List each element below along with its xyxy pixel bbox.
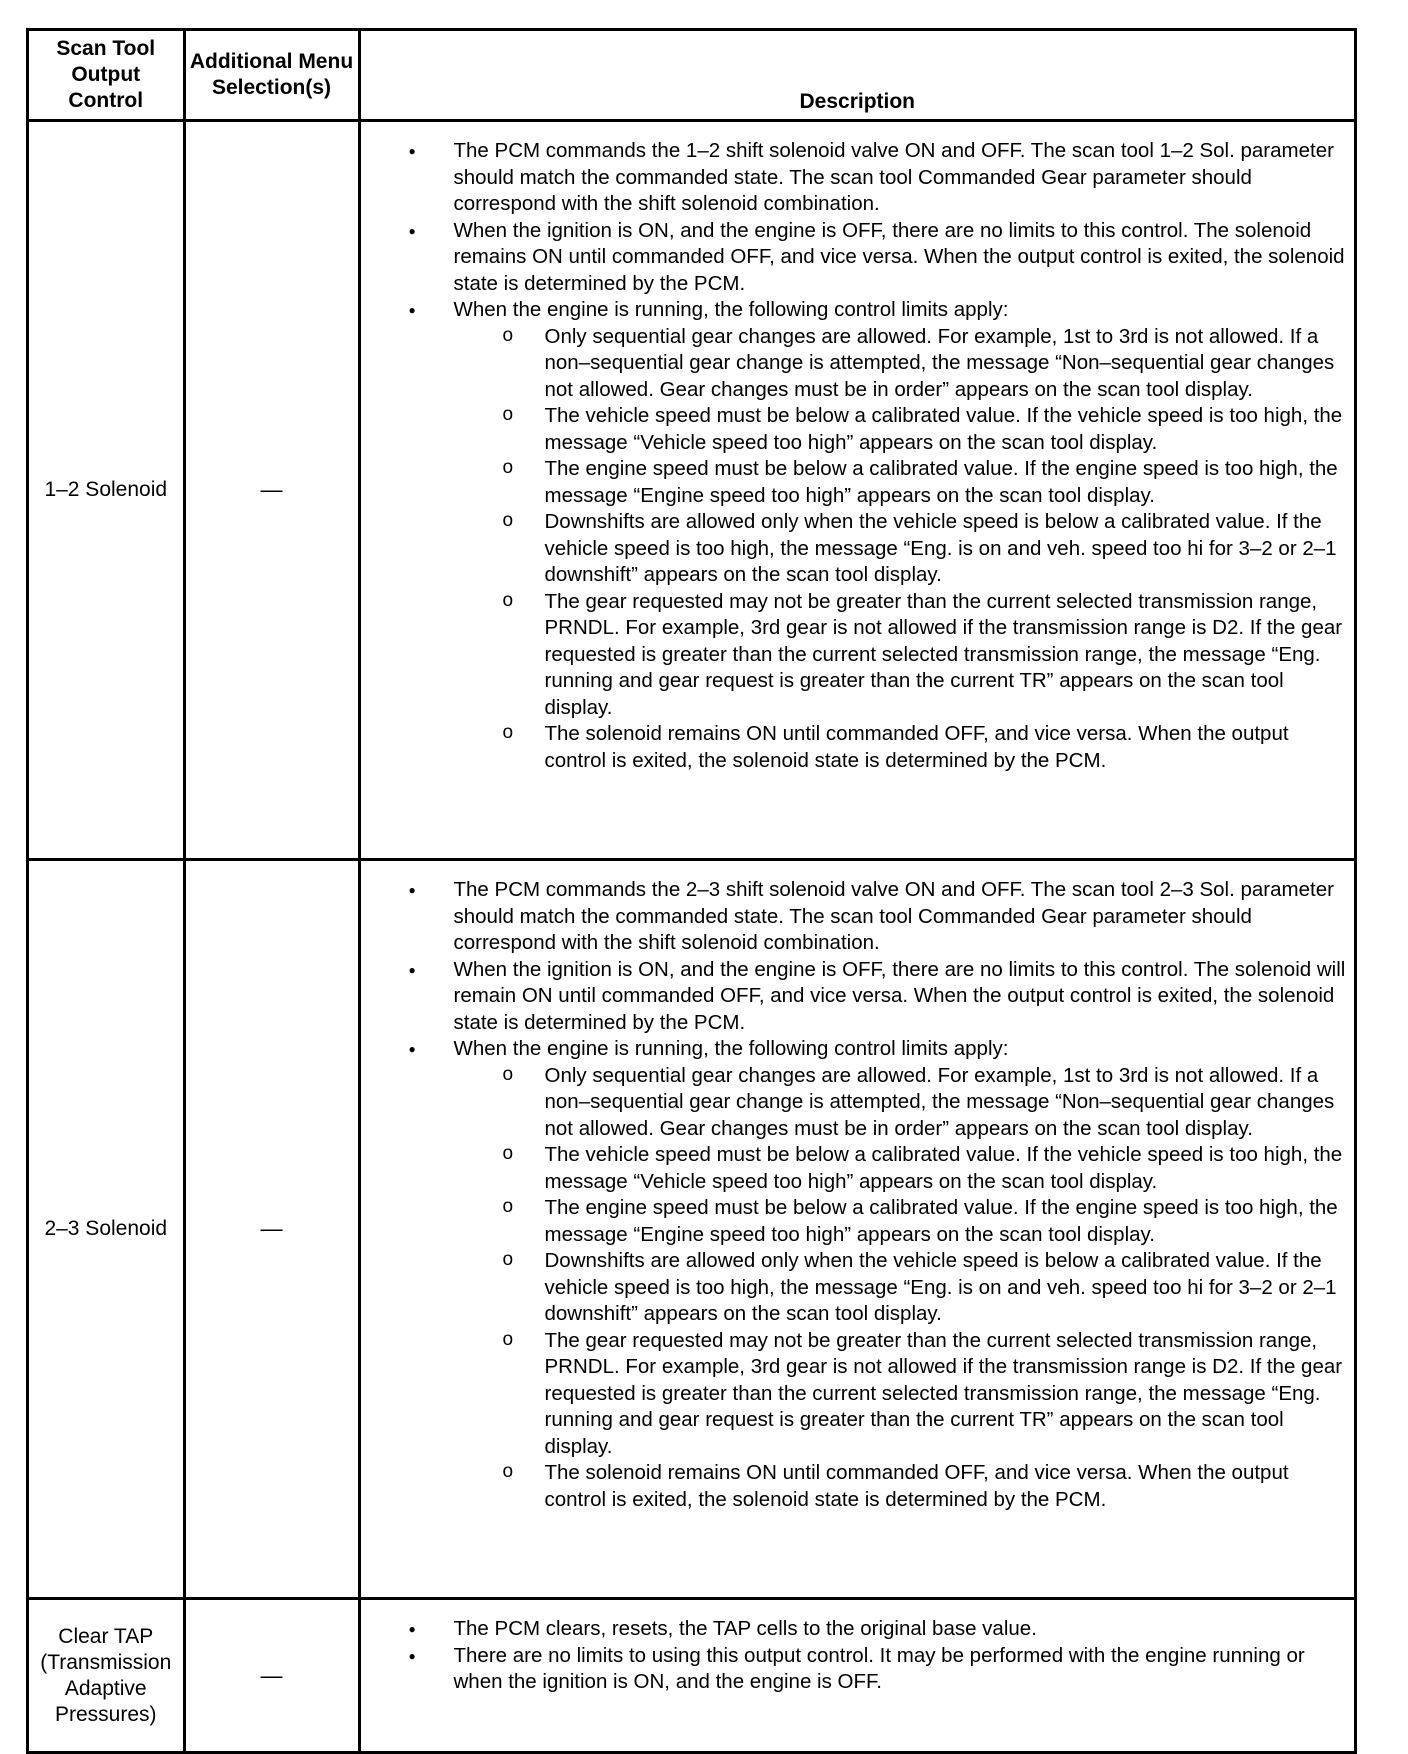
sub-bullet-item: o The gear requested may not be greater than the current selected transmission range, PRNDL. For example, 3rd gear is not allowed if the transmission range is D2. If the gear requested is greater than the current selected transmission range, the message “Eng. running and gear request is greater than the current TR” appears on the scan tool display. xyxy=(452,589,1347,722)
header-description: Description xyxy=(359,31,1354,121)
bullet-text: When the engine is running, the following control limits apply: xyxy=(453,1037,1009,1060)
bullet-text: When the engine is running, the following control limits apply: xyxy=(453,298,1009,321)
row-name: Clear TAP (Transmission Adaptive Pressures) xyxy=(29,1599,184,1752)
sub-bullet-item: o The vehicle speed must be below a calibrated value. If the vehicle speed is too high, the message “Vehicle speed too high” appears on the scan tool display. xyxy=(452,403,1347,456)
row-name: 2–3 Solenoid xyxy=(29,860,184,1599)
sub-bullet-item: o The engine speed must be below a calibrated value. If the engine speed is too high, the message “Engine speed too high” appears on the scan tool display. xyxy=(452,1195,1347,1248)
row-name: 1–2 Solenoid xyxy=(29,121,184,860)
sub-bullet-list xyxy=(454,1063,1347,1514)
row-menu-selection: — xyxy=(184,1599,359,1752)
row-menu-selection: — xyxy=(184,121,359,860)
sub-bullet-item: o The vehicle speed must be below a calibrated value. If the vehicle speed is too high, the message “Vehicle speed too high” appears on the scan tool display. xyxy=(452,1142,1347,1195)
bullet-item xyxy=(361,297,1347,774)
bullet-list xyxy=(361,1616,1347,1696)
bullet-list xyxy=(361,138,1347,774)
header-scan-tool-output-control: Scan Tool Output Control xyxy=(29,31,184,121)
row-description xyxy=(359,860,1354,1599)
bullet-list xyxy=(361,877,1347,1513)
table-row xyxy=(29,860,1354,1599)
header-additional-menu-selections: Additional Menu Selection(s) xyxy=(184,31,359,121)
table-row xyxy=(29,121,1354,860)
sub-bullet-item: o The engine speed must be below a calibrated value. If the engine speed is too high, the message “Engine speed too high” appears on the scan tool display. xyxy=(452,456,1347,509)
bullet-item: ● When the ignition is ON, and the engine is OFF, there are no limits to this control. The solenoid remains ON until commanded OFF, and vice versa. When the output control is exited, the solenoid state is determined by the PCM. xyxy=(361,218,1347,298)
bullet-item: ● The PCM commands the 1–2 shift solenoid valve ON and OFF. The scan tool 1–2 Sol. parameter should match the commanded state. The scan tool Commanded Gear parameter should correspond with the shift solenoid combination. xyxy=(361,138,1347,218)
sub-bullet-item: o Downshifts are allowed only when the vehicle speed is below a calibrated value. If the vehicle speed is too high, the message “Eng. is on and veh. speed too hi for 3–2 or 2–1 downshift” appears on the scan tool display. xyxy=(452,509,1347,589)
output-control-table-frame xyxy=(26,28,1357,1754)
bullet-item: ● There are no limits to using this output control. It may be performed with the engine running or when the ignition is ON, and the engine is OFF. xyxy=(361,1643,1347,1696)
sub-bullet-item: o The solenoid remains ON until commanded OFF, and vice versa. When the output control is exited, the solenoid state is determined by the PCM. xyxy=(452,1460,1347,1513)
table-row xyxy=(29,1599,1354,1752)
bullet-item: ● When the ignition is ON, and the engine is OFF, there are no limits to this control. The solenoid will remain ON until commanded OFF, and vice versa. When the output control is exited, the solenoid state is determined by the PCM. xyxy=(361,957,1347,1037)
bullet-item xyxy=(361,1036,1347,1513)
row-menu-selection: — xyxy=(184,860,359,1599)
sub-bullet-item: o Only sequential gear changes are allowed. For example, 1st to 3rd is not allowed. If a non–sequential gear change is attempted, the message “Non–sequential gear changes not allowed. Gear changes must be in order” appears on the scan tool display. xyxy=(452,324,1347,404)
row-description xyxy=(359,1599,1354,1752)
bullet-item: ● The PCM commands the 2–3 shift solenoid valve ON and OFF. The scan tool 2–3 Sol. parameter should match the commanded state. The scan tool Commanded Gear parameter should correspond with the shift solenoid combination. xyxy=(361,877,1347,957)
sub-bullet-item: o Downshifts are allowed only when the vehicle speed is below a calibrated value. If the vehicle speed is too high, the message “Eng. is on and veh. speed too hi for 3–2 or 2–1 downshift” appears on the scan tool display. xyxy=(452,1248,1347,1328)
bullet-item: ● The PCM clears, resets, the TAP cells to the original base value. xyxy=(361,1616,1347,1643)
sub-bullet-item: o The gear requested may not be greater than the current selected transmission range, PRNDL. For example, 3rd gear is not allowed if the transmission range is D2. If the gear requested is greater than the current selected transmission range, the message “Eng. running and gear request is greater than the current TR” appears on the scan tool display. xyxy=(452,1328,1347,1461)
header-row xyxy=(29,31,1354,121)
sub-bullet-list xyxy=(454,324,1347,775)
sub-bullet-item: o The solenoid remains ON until commanded OFF, and vice versa. When the output control is exited, the solenoid state is determined by the PCM. xyxy=(452,721,1347,774)
sub-bullet-item: o Only sequential gear changes are allowed. For example, 1st to 3rd is not allowed. If a non–sequential gear change is attempted, the message “Non–sequential gear changes not allowed. Gear changes must be in order” appears on the scan tool display. xyxy=(452,1063,1347,1143)
row-description xyxy=(359,121,1354,860)
output-control-table xyxy=(29,31,1354,1751)
